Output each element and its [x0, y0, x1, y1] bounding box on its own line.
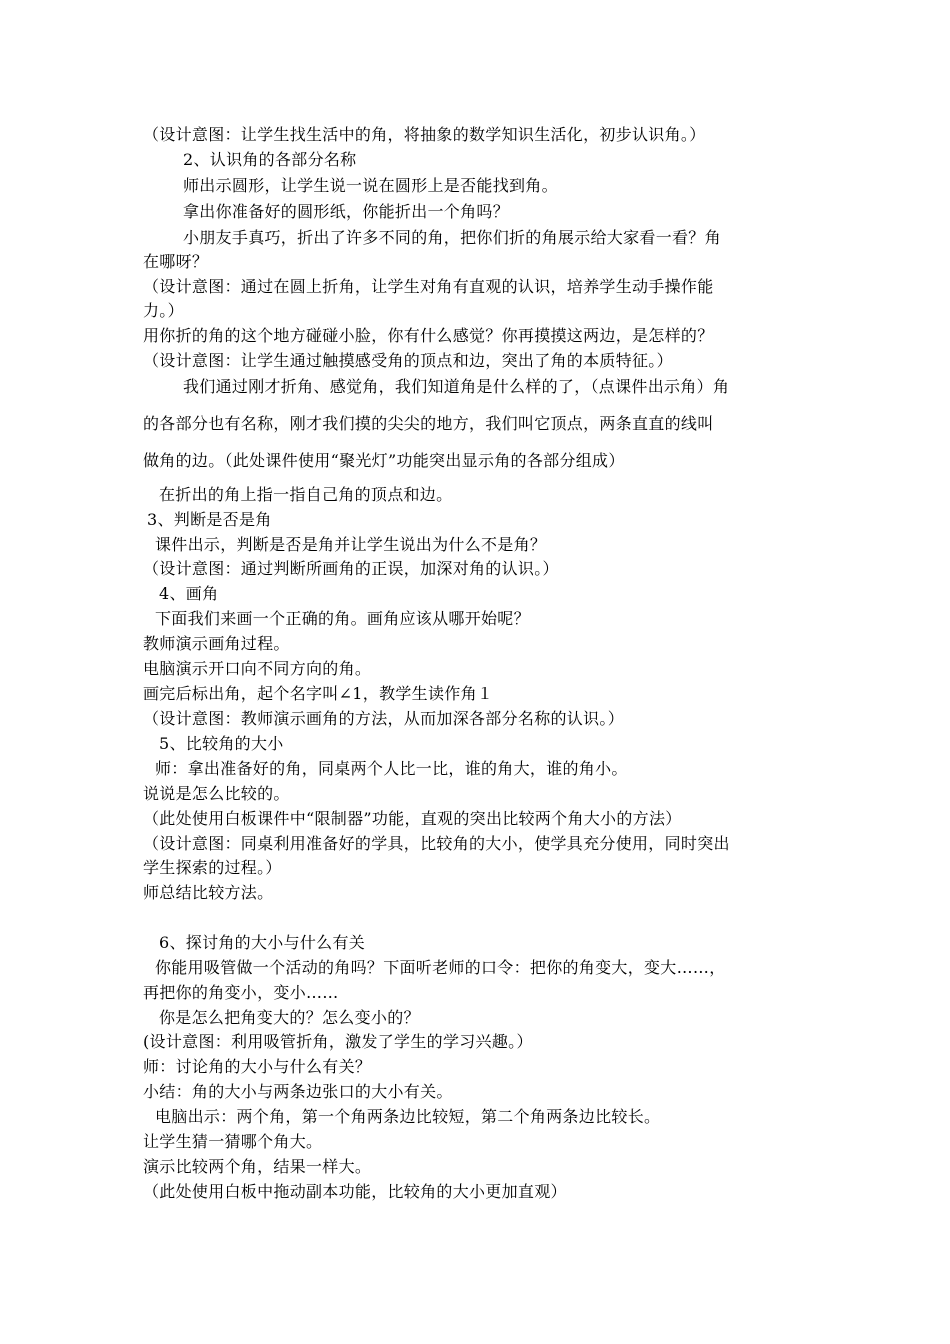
text-line: 做角的边。（此处课件使用“聚光灯”功能突出显示角的各部分组成） — [143, 451, 625, 470]
text-line: 在折出的角上指一指自己角的顶点和边。 — [159, 485, 453, 504]
text-line: （设计意图：同桌利用准备好的学具，比较角的大小，使学具充分使用，同时突出 — [143, 834, 730, 853]
text-line: （设计意图：让学生通过触摸感受角的顶点和边，突出了角的本质特征。） — [143, 351, 673, 370]
text-line: 力。） — [143, 301, 184, 320]
text-line: 在哪呀？ — [143, 252, 209, 271]
text-line: 师：拿出准备好的角，同桌两个人比一比，谁的角大，谁的角小。 — [155, 759, 628, 778]
text-line: （设计意图：让学生找生活中的角，将抽象的数学知识生活化，初步认识角。） — [143, 125, 706, 144]
text-line: 师：讨论角的大小与什么有关？ — [143, 1057, 372, 1076]
text-line: 用你折的角的这个地方碰碰小脸，你有什么感觉？你再摸摸这两边，是怎样的？ — [143, 326, 714, 345]
text-line: 电脑演示开口向不同方向的角。 — [143, 659, 372, 678]
text-line: 下面我们来画一个正确的角。画角应该从哪开始呢？ — [155, 609, 530, 628]
text-line: 画完后标出角，起个名字叫∠1，教学生读作角１ — [143, 684, 494, 703]
text-line: 说说是怎么比较的。 — [143, 784, 290, 803]
text-line: 的各部分也有名称，刚才我们摸的尖尖的地方，我们叫它顶点，两条直直的线叫 — [143, 414, 714, 433]
section-heading: 2、认识角的各部分名称 — [183, 150, 357, 169]
text-line: 你是怎么把角变大的？怎么变小的？ — [159, 1008, 420, 1027]
text-line: （此处使用白板课件中“限制器”功能，直观的突出比较两个角大小的方法） — [143, 809, 682, 828]
text-line: 让学生猜一猜哪个角大。 — [143, 1132, 323, 1151]
text-line: 师出示圆形，让学生说一说在圆形上是否能找到角。 — [183, 176, 558, 195]
text-line: 我们通过刚才折角、感觉角，我们知道角是什么样的了，（点课件出示角）角 — [183, 377, 730, 396]
section-heading: 5、比较角的大小 — [159, 734, 284, 753]
text-line: （设计意图：通过判断所画角的正误，加深对角的认识。） — [143, 559, 559, 578]
text-line: 演示比较两个角，结果一样大。 — [143, 1157, 372, 1176]
text-line: 小结：角的大小与两条边张口的大小有关。 — [143, 1082, 453, 1101]
text-line: （此处使用白板中拖动副本功能，比较角的大小更加直观） — [143, 1182, 567, 1201]
text-line: 课件出示，判断是否是角并让学生说出为什么不是角？ — [155, 535, 547, 554]
section-heading: 3、判断是否是角 — [147, 510, 272, 529]
text-line: 拿出你准备好的圆形纸，你能折出一个角吗？ — [183, 202, 510, 221]
text-line: 电脑出示：两个角，第一个角两条边比较短，第二个角两条边比较长。 — [155, 1107, 661, 1126]
text-line: （设计意图：教师演示画角的方法，从而加深各部分名称的认识。） — [143, 709, 625, 728]
text-line: 再把你的角变小，变小…… — [143, 983, 339, 1002]
section-heading: 6、探讨角的大小与什么有关 — [159, 933, 366, 952]
text-line: (设计意图：利用吸管折角，激发了学生的学习兴趣。） — [143, 1032, 533, 1051]
text-line: 小朋友手真巧，折出了许多不同的角，把你们折的角展示给大家看一看？角 — [183, 228, 721, 247]
text-line: 你能用吸管做一个活动的角吗？下面听老师的口令：把你的角变大，变大……， — [155, 958, 726, 977]
section-heading: 4、画角 — [159, 584, 219, 603]
text-line: 学生探索的过程。） — [143, 858, 282, 877]
text-line: 师总结比较方法。 — [143, 883, 274, 902]
text-line: 教师演示画角过程。 — [143, 634, 290, 653]
text-line: （设计意图：通过在圆上折角，让学生对角有直观的认识，培养学生动手操作能 — [143, 277, 714, 296]
